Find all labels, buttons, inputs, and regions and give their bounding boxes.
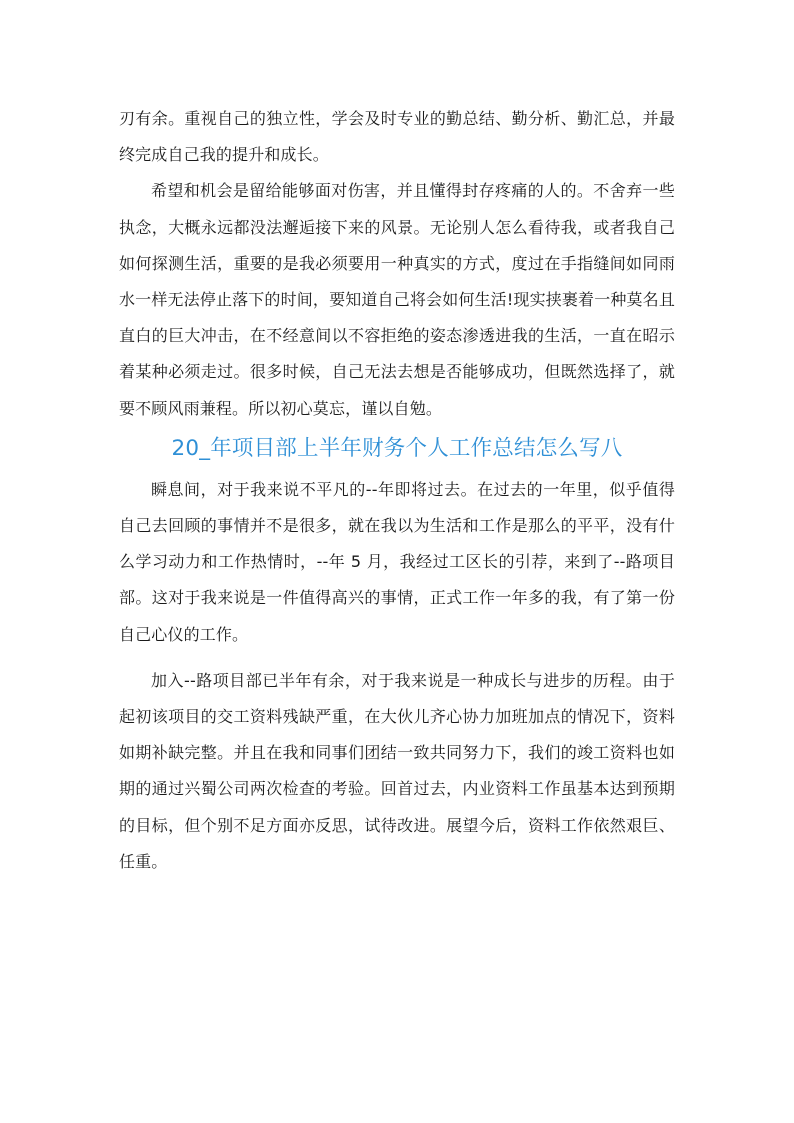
paragraph-project-progress: 加入--路项目部已半年有余，对于我来说是一种成长与进步的历程。由于起初该项目的交工资料残缺严重，在大伙儿齐心协力加班加点的情况下，资料如期补缺完整。并且在我和同事们团结一致共同努力下，我们的竣工资料也如期的通过兴蜀公司两次检查的考验。回首过去，内业资料工作虽基本达到预期的目标，但个别不足方面亦反思，试待改进。展望今后，资料工作依然艰巨、任重。 bbox=[119, 670, 675, 871]
paragraph-hope-and-opportunity: 希望和机会是留给能够面对伤害，并且懂得封存疼痛的人的。不舍弃一些执念，大概永远都没法邂逅接下来的风景。无论别人怎么看待我，或者我自己如何探测生活，重要的是我必须要用一种真实的方式，度过在手指缝间如同雨水一样无法停止落下的时间，要知道自己将会如何生活!现实挟裹着一种莫名且直白的巨大冲击，在不经意间以不容拒绝的姿态渗透进我的生活，一直在昭示着某种必须走过。很多时候，自己无法去想是否能够成功，但既然选择了，就要不顾风雨兼程。所以初心莫忘，谨以自勉。 bbox=[119, 181, 675, 418]
paragraph-year-review: 瞬息间，对于我来说不平凡的--年即将过去。在过去的一年里，似乎值得自己去回顾的事情并不是很多，就在我以为生活和工作是那么的平平，没有什么学习动力和工作热情时，--年 5 月，我经过工区长的引荐，来到了--路项目部。这对于我来说是一件值得高兴的事情，正式工作一年多的我，有了第一份自己心仪的工作。 bbox=[119, 479, 675, 644]
paragraph-continuation: 刃有余。重视自己的独立性，学会及时专业的勤总结、勤分析、勤汇总，并最终完成自己我的提升和成长。 bbox=[119, 109, 675, 165]
section-heading: 20_年项目部上半年财务个人工作总结怎么写八 bbox=[171, 435, 623, 461]
document-body bbox=[119, 101, 675, 880]
paragraph-spacer bbox=[119, 653, 675, 663]
